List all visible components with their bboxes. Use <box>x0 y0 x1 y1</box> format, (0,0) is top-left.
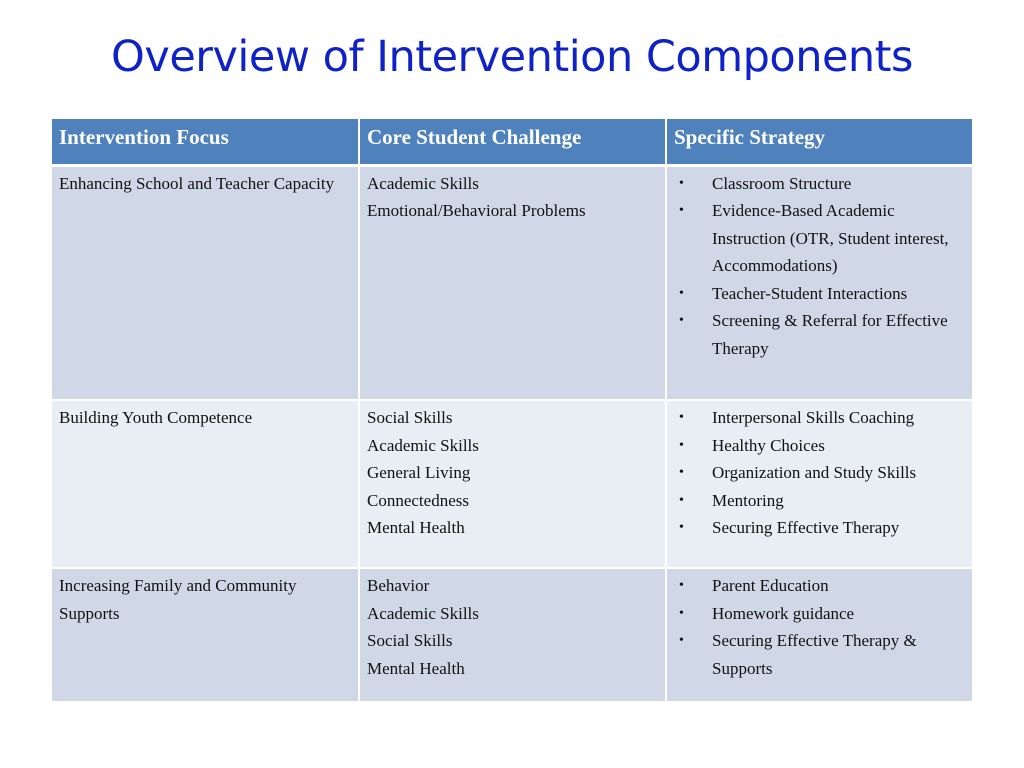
bullet-icon: • <box>679 410 684 425</box>
bullet-icon: • <box>679 633 684 648</box>
strategy-item <box>674 197 965 280</box>
strategy-item <box>674 514 965 542</box>
challenge-cell <box>359 568 666 702</box>
table-row <box>52 400 972 568</box>
challenge-item: Connectedness <box>367 490 469 510</box>
strategy-text: Classroom Structure <box>712 173 852 193</box>
challenge-cell <box>359 400 666 568</box>
challenge-item: Social Skills <box>367 408 453 427</box>
bullet-icon: • <box>679 578 684 593</box>
challenge-item: Emotional/Behavioral Problems <box>367 201 586 220</box>
intervention-table <box>52 119 972 703</box>
strategy-text: Teacher-Student Interactions <box>712 283 908 303</box>
strategy-item <box>674 487 965 515</box>
strategy-item <box>674 404 965 432</box>
table-row <box>52 568 972 702</box>
challenge-cell <box>359 165 666 400</box>
table-row <box>52 165 972 400</box>
strategy-text: Interpersonal Skills Coaching <box>712 408 915 427</box>
challenge-item: Social Skills <box>367 631 453 650</box>
strategy-cell <box>666 400 972 568</box>
strategy-text: Healthy Choices <box>712 435 825 455</box>
bullet-icon: • <box>679 285 684 301</box>
challenge-item: Academic Skills <box>367 603 479 623</box>
strategy-text: Mentoring <box>712 490 784 510</box>
header-specific-strategy: Specific Strategy <box>666 119 972 165</box>
strategy-list <box>674 572 965 682</box>
strategy-text: Organization and Study Skills <box>712 463 917 482</box>
strategy-item <box>674 459 965 487</box>
challenge-item: Mental Health <box>367 518 465 537</box>
challenge-item: Academic Skills <box>367 173 479 193</box>
strategy-item <box>674 572 965 600</box>
strategy-item <box>674 170 965 198</box>
strategy-text: Homework guidance <box>712 603 855 623</box>
strategy-item <box>674 600 965 628</box>
strategy-item <box>674 432 965 460</box>
strategy-list <box>674 170 965 363</box>
strategy-text: Parent Education <box>712 576 829 595</box>
header-intervention-focus: Intervention Focus <box>52 119 359 165</box>
strategy-text: Securing Effective Therapy <box>712 518 900 537</box>
strategy-item <box>674 307 965 362</box>
focus-cell <box>52 400 359 568</box>
bullet-icon: • <box>679 465 684 480</box>
bullet-icon: • <box>679 520 684 535</box>
bullet-icon: • <box>679 437 684 453</box>
bullet-icon: • <box>679 492 684 508</box>
focus-text: Increasing Family and Community Supports <box>59 576 297 623</box>
challenge-item: Academic Skills <box>367 435 479 455</box>
focus-cell <box>52 568 359 702</box>
slide-title: Overview of Intervention Components <box>111 32 913 82</box>
strategy-cell <box>666 568 972 702</box>
strategy-text: Evidence-Based Academic Instruction (OTR, Student interest, Accommodations) <box>712 201 949 275</box>
focus-cell <box>52 165 359 400</box>
table-header-row <box>52 119 972 165</box>
challenge-item: General Living <box>367 463 471 482</box>
challenge-item: Mental Health <box>367 658 465 678</box>
challenge-item: Behavior <box>367 576 430 595</box>
strategy-text: Securing Effective Therapy & Supports <box>712 631 917 678</box>
strategy-item <box>674 280 965 308</box>
bullet-icon: • <box>679 203 684 218</box>
bullet-icon: • <box>679 175 684 191</box>
strategy-list <box>674 404 965 542</box>
bullet-icon: • <box>679 313 684 328</box>
strategy-cell <box>666 165 972 400</box>
strategy-text: Screening & Referral for Effective Therapy <box>712 311 948 358</box>
bullet-icon: • <box>679 605 684 621</box>
focus-text: Building Youth Competence <box>59 408 253 427</box>
header-core-student-challenge: Core Student Challenge <box>359 119 666 165</box>
focus-text: Enhancing School and Teacher Capacity <box>59 173 335 193</box>
strategy-item <box>674 627 965 682</box>
